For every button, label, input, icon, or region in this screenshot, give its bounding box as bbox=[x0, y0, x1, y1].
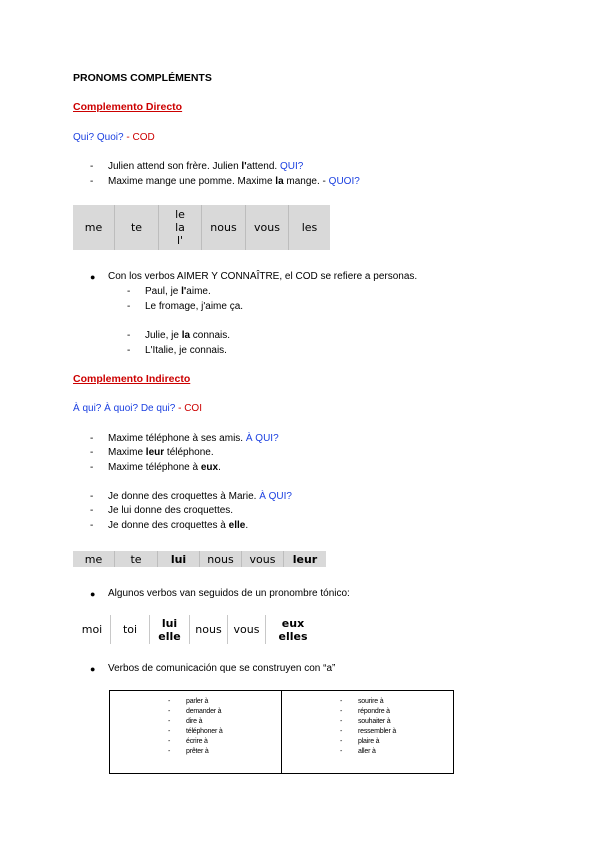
list-item: - Julien attend son frère. Julien l'attend. QUI? bbox=[90, 161, 304, 172]
list-item: - Je donne des croquettes à Marie. À QUI? bbox=[90, 491, 292, 502]
list-item: - parler à bbox=[168, 697, 223, 707]
list-item: - L'Italie, je connais. bbox=[127, 345, 227, 356]
page-title: PRONOMS COMPLÉMENTS bbox=[73, 72, 212, 84]
pronoun-cell: nous bbox=[201, 205, 245, 250]
list-item: - répondre à bbox=[340, 707, 396, 717]
list-item: - souhaiter à bbox=[340, 717, 396, 727]
list-item: - aller à bbox=[340, 747, 396, 757]
cod-question-line bbox=[73, 132, 155, 143]
list-item: - Maxime mange une pomme. Maxime la mange. - QUOI? bbox=[90, 176, 360, 187]
tonic-pronoun-table bbox=[74, 615, 320, 644]
list-item: - Maxime téléphone à eux. bbox=[90, 462, 221, 473]
list-item: - sourire à bbox=[340, 697, 396, 707]
pronoun-cell-eux-elles: eux elles bbox=[265, 615, 320, 644]
list-item: - Maxime leur téléphone. bbox=[90, 447, 214, 458]
bullet-note-tonic: ● Algunos verbos van seguidos de un pronombre tónico: bbox=[90, 588, 350, 599]
pronoun-cell: nous bbox=[189, 615, 227, 644]
pronoun-cell: vous bbox=[245, 205, 288, 250]
list-item: - Je lui donne des croquettes. bbox=[90, 505, 234, 516]
pronoun-cell-lui-elle: lui elle bbox=[149, 615, 189, 644]
coi-question: À qui? À quoi? De qui? bbox=[73, 403, 176, 414]
list-item: - Julie, je la connais. bbox=[127, 330, 231, 341]
list-item: - écrire à bbox=[168, 737, 223, 747]
pronoun-cell: lui bbox=[157, 551, 199, 567]
verbs-column-right bbox=[281, 691, 453, 773]
verbs-column-left bbox=[110, 691, 281, 773]
pronoun-cell: te bbox=[114, 551, 157, 567]
list-item: - dire à bbox=[168, 717, 223, 727]
list-item: - Le fromage, j'aime ça. bbox=[127, 301, 244, 312]
bullet-note-aimer: ● Con los verbos AIMER Y CONNAÎTRE, el COD se refiere a personas. bbox=[90, 271, 418, 282]
pronoun-cell: te bbox=[114, 205, 158, 250]
cod-question: Qui? Quoi? bbox=[73, 132, 124, 143]
list-item: - ressembler à bbox=[340, 727, 396, 737]
list-item: - Paul, je l'aime. bbox=[127, 286, 211, 297]
section-heading-cod: Complemento Directo bbox=[73, 101, 183, 113]
pronoun-cell: me bbox=[84, 221, 103, 234]
list-item: - Maxime téléphone à ses amis. À QUI? bbox=[90, 433, 279, 444]
coi-abbr: COI bbox=[184, 403, 202, 414]
coi-pronoun-table bbox=[73, 551, 326, 567]
cod-pronoun-table bbox=[73, 205, 330, 250]
cod-abbr: COD bbox=[132, 132, 155, 143]
list-item: - téléphoner à bbox=[168, 727, 223, 737]
list-item: - demander à bbox=[168, 707, 223, 717]
list-item: - prêter à bbox=[168, 747, 223, 757]
section-heading-coi: Complemento Indirecto bbox=[73, 373, 191, 385]
pronoun-cell: moi bbox=[81, 623, 103, 636]
pronoun-cell: nous bbox=[199, 551, 241, 567]
pronoun-cell: les bbox=[288, 205, 330, 250]
pronoun-cell: vous bbox=[241, 551, 283, 567]
verbs-table bbox=[109, 690, 454, 774]
pronoun-cell: toi bbox=[110, 615, 149, 644]
pronoun-cell: me bbox=[84, 552, 103, 566]
cod-sep: - bbox=[123, 132, 133, 143]
coi-question-line: À qui? À quoi? De qui? - COI bbox=[73, 403, 202, 414]
list-item: - Je donne des croquettes à elle. bbox=[90, 520, 249, 531]
pronoun-cell-le-la: le la l' bbox=[158, 205, 201, 250]
pronoun-cell: vous bbox=[227, 615, 265, 644]
list-item: - plaire à bbox=[340, 737, 396, 747]
pronoun-cell: leur bbox=[283, 551, 326, 567]
bullet-note-verbs: ● Verbos de comunicación que se construyen con “a” bbox=[90, 663, 336, 674]
